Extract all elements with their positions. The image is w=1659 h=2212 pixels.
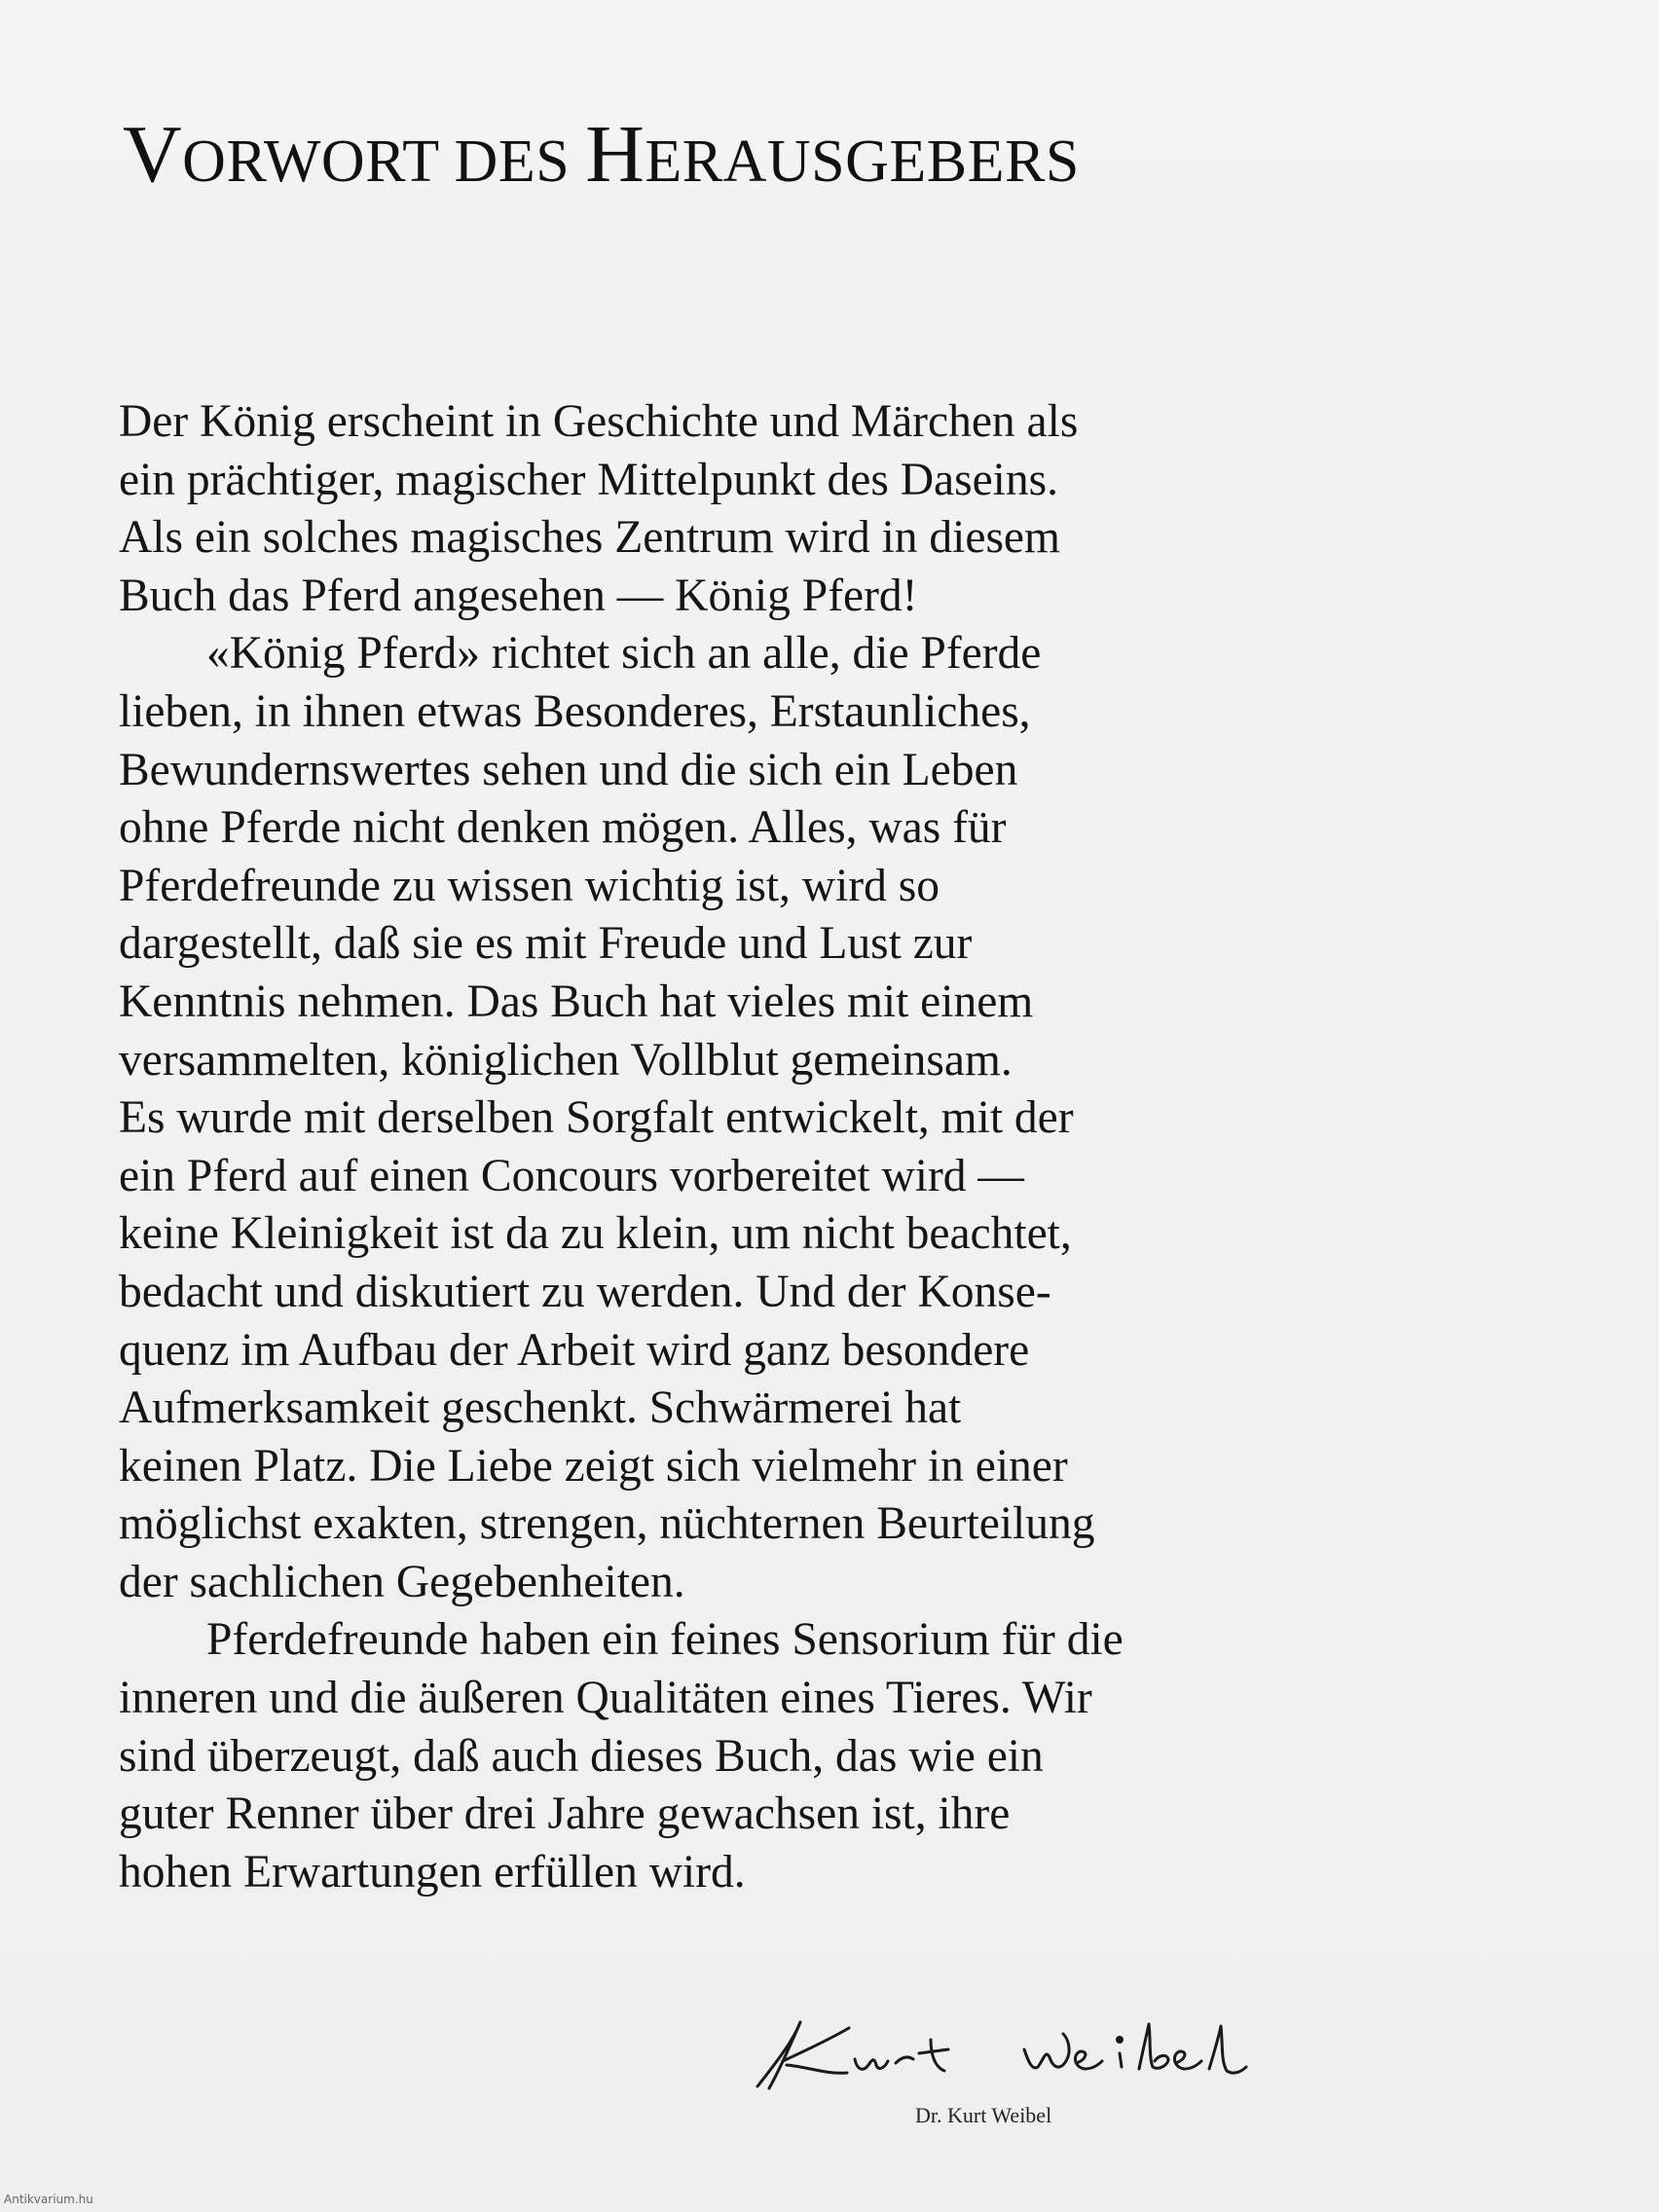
text-line: versammelten, königlichen Vollblut gemeinsam. [119,1034,1013,1086]
text-line: Es wurde mit derselben Sorgfalt entwickelt, mit der [119,1092,1074,1144]
text-line: hohen Erwartungen erfüllen wird. [119,1846,746,1898]
text-line: bedacht und diskutiert zu werden. Und der Konse- [119,1266,1051,1317]
text-line: Pferdefreunde haben ein feines Sensorium für die [206,1614,1124,1666]
text-line: Pferdefreunde zu wissen wichtig ist, wird so [119,860,940,911]
text-line: keine Kleinigkeit ist da zu klein, um nicht beachtet, [119,1208,1072,1260]
watermark-text: Antikvarium.hu [4,2193,93,2206]
text-line: «König Pferd» richtet sich an alle, die Pferde [206,628,1042,680]
text-line: dargestellt, daß sie es mit Freude und Lust zur [119,918,973,970]
page-title [123,107,1080,202]
signature-image [740,2010,1285,2098]
text-line: ein Pferd auf einen Concours vorbereitet wird — [119,1150,1024,1201]
text-line: Buch das Pferd angesehen — König Pferd! [119,570,918,621]
text-line: ein prächtiger, magischer Mittelpunkt des Daseins. [119,454,1058,505]
text-line: guter Renner über drei Jahre gewachsen ist, ihre [119,1788,1011,1840]
text-line: möglichst exakten, strengen, nüchternen Beurteilung [119,1498,1095,1550]
title-part: ERAUSGEBERS [645,129,1080,195]
text-line: Aufmerksamkeit geschenkt. Schwärmerei hat [119,1382,962,1434]
body-text [119,393,1384,1901]
title-part: H [585,109,645,200]
text-line: sind überzeugt, daß auch dieses Buch, das wie ein [119,1730,1044,1782]
text-line: quenz im Aufbau der Arbeit wird ganz besondere [119,1324,1030,1376]
text-line: inneren und die äußeren Qualitäten eines Tieres. Wir [119,1673,1092,1724]
text-line: ohne Pferde nicht denken mögen. Alles, was für [119,802,1007,854]
text-line: Kenntnis nehmen. Das Buch hat vieles mit einem [119,976,1034,1027]
text-line: Der König erscheint in Geschichte und Märchen als [119,396,1079,447]
text-line: lieben, in ihnen etwas Besonderes, Erstaunliches, [119,685,1031,737]
text-line: Bewundernswertes sehen und die sich ein Leben [119,744,1018,795]
title-part: V [123,109,183,200]
text-line: der sachlichen Gegebenheiten. [119,1556,685,1607]
text-line: keinen Platz. Die Liebe zeigt sich vielmehr in einer [119,1440,1068,1492]
text-line: Als ein solches magisches Zentrum wird in diesem [119,512,1060,564]
title-part: ORWORT DES [182,129,586,195]
signatory-name: Dr. Kurt Weibel [915,2103,1052,2127]
